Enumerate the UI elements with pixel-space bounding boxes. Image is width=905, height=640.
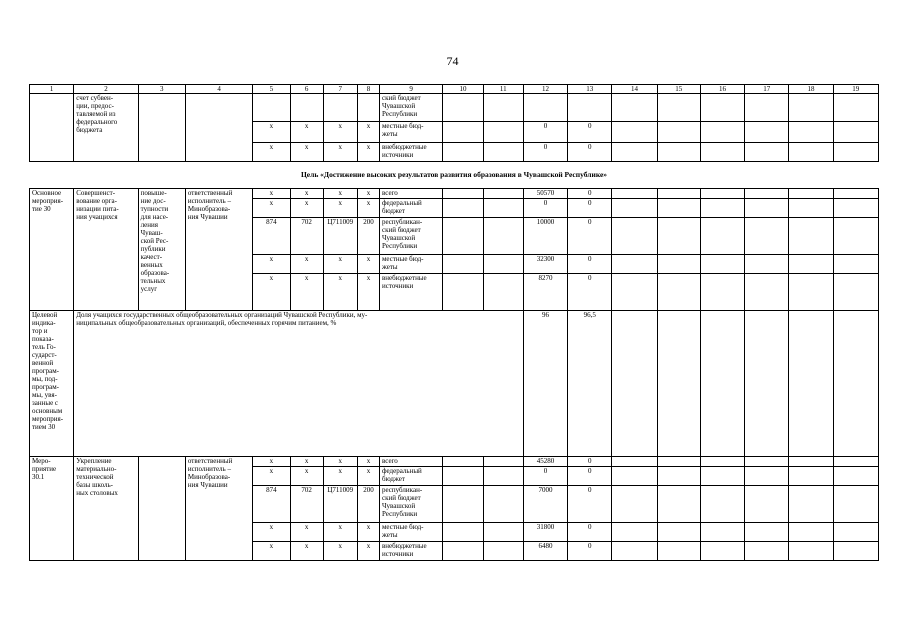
empty-cell bbox=[745, 94, 789, 122]
code-cell: х bbox=[323, 523, 357, 542]
empty-cell bbox=[833, 486, 878, 523]
funding-source-cell: республикан- ский бюджет Чувашской Республики bbox=[380, 486, 443, 523]
code-cell: х bbox=[253, 189, 290, 199]
empty-cell bbox=[138, 94, 185, 162]
empty-cell bbox=[833, 218, 878, 255]
funding-source-cell: всего bbox=[380, 189, 443, 199]
amount-cell: 0 bbox=[568, 143, 612, 162]
empty-cell bbox=[833, 523, 878, 542]
empty-cell bbox=[443, 218, 483, 255]
code-cell: х bbox=[290, 457, 323, 467]
empty-cell bbox=[443, 94, 483, 122]
column-header: 3 bbox=[138, 85, 185, 94]
amount-cell: 0 bbox=[568, 542, 612, 561]
code-cell: х bbox=[253, 255, 290, 274]
code-cell: х bbox=[253, 523, 290, 542]
code-cell bbox=[357, 94, 379, 122]
measure-id-cell: Меро- приятие 30.1 bbox=[30, 457, 74, 561]
empty-cell bbox=[657, 94, 700, 122]
empty-cell bbox=[483, 189, 523, 199]
code-cell: х bbox=[357, 189, 379, 199]
code-cell: х bbox=[253, 542, 290, 561]
measure-goal-cell: повыше- ние дос- тупности для насе- ления Чуваш- ской Рес- публики качест- венных образова- тельных услуг bbox=[138, 189, 185, 311]
amount-cell: 0 bbox=[568, 218, 612, 255]
empty-cell bbox=[483, 255, 523, 274]
column-header: 7 bbox=[323, 85, 357, 94]
amount-cell: 0 bbox=[568, 457, 612, 467]
empty-cell bbox=[443, 457, 483, 467]
table-row bbox=[30, 189, 879, 199]
empty-cell bbox=[789, 457, 833, 467]
empty-cell bbox=[483, 523, 523, 542]
amount-cell: 45280 bbox=[523, 457, 567, 467]
funding-source-cell: всего bbox=[380, 457, 443, 467]
code-cell: х bbox=[357, 523, 379, 542]
empty-cell bbox=[657, 274, 700, 311]
code-cell: 874 bbox=[253, 218, 290, 255]
amount-cell: 0 bbox=[568, 467, 612, 486]
empty-cell bbox=[612, 189, 657, 199]
empty-cell bbox=[657, 218, 700, 255]
code-cell: х bbox=[253, 143, 290, 162]
empty-cell bbox=[700, 199, 744, 218]
empty-cell bbox=[657, 542, 700, 561]
column-header: 10 bbox=[443, 85, 483, 94]
code-cell: х bbox=[357, 274, 379, 311]
empty-cell bbox=[657, 486, 700, 523]
empty-cell bbox=[789, 467, 833, 486]
empty-cell bbox=[833, 542, 878, 561]
code-cell: х bbox=[290, 122, 323, 143]
code-cell: х bbox=[290, 274, 323, 311]
empty-cell bbox=[789, 523, 833, 542]
empty-cell bbox=[789, 542, 833, 561]
column-header: 1 bbox=[30, 85, 74, 94]
code-cell: х bbox=[357, 467, 379, 486]
amount-cell: 32300 bbox=[523, 255, 567, 274]
empty-cell bbox=[700, 467, 744, 486]
indicator-text-cell: Доля учащихся государственных общеобразовательных организаций Чувашской Республики, му- ниципальных общеобразовательных организаций, обеспеченных горячим питанием, % bbox=[74, 311, 524, 457]
amount-cell: 50570 bbox=[523, 189, 567, 199]
empty-cell bbox=[833, 122, 878, 143]
empty-cell bbox=[833, 311, 878, 457]
amount-cell: 0 bbox=[568, 274, 612, 311]
empty-cell bbox=[745, 199, 789, 218]
amount-cell: 0 bbox=[568, 199, 612, 218]
empty-cell bbox=[443, 274, 483, 311]
goal-row bbox=[30, 162, 879, 189]
code-cell: х bbox=[357, 457, 379, 467]
empty-cell bbox=[483, 218, 523, 255]
amount-cell: 8270 bbox=[523, 274, 567, 311]
empty-cell bbox=[700, 274, 744, 311]
empty-cell bbox=[443, 122, 483, 143]
empty-cell bbox=[483, 457, 523, 467]
funding-source-cell: внебюджетные источники bbox=[380, 274, 443, 311]
empty-cell bbox=[443, 189, 483, 199]
code-cell: 874 bbox=[253, 486, 290, 523]
column-header: 6 bbox=[290, 85, 323, 94]
column-header: 16 bbox=[700, 85, 744, 94]
empty-cell bbox=[483, 94, 523, 122]
empty-cell bbox=[30, 94, 74, 162]
page-number: 74 bbox=[446, 54, 459, 68]
empty-cell bbox=[443, 199, 483, 218]
funding-source-cell: местные бюд- жеты bbox=[380, 122, 443, 143]
empty-cell bbox=[612, 486, 657, 523]
code-cell: х bbox=[323, 542, 357, 561]
code-cell: 200 bbox=[357, 218, 379, 255]
empty-cell bbox=[612, 122, 657, 143]
code-cell bbox=[323, 94, 357, 122]
empty-cell bbox=[657, 255, 700, 274]
empty-cell bbox=[657, 189, 700, 199]
code-cell: х bbox=[323, 274, 357, 311]
empty-cell bbox=[443, 255, 483, 274]
empty-cell bbox=[833, 94, 878, 122]
column-header: 11 bbox=[483, 85, 523, 94]
empty-cell bbox=[700, 542, 744, 561]
empty-cell bbox=[745, 255, 789, 274]
code-cell: х bbox=[253, 274, 290, 311]
indicator-value-cell: 96 bbox=[523, 311, 567, 457]
empty-cell bbox=[483, 542, 523, 561]
code-cell: х bbox=[323, 143, 357, 162]
empty-cell bbox=[700, 189, 744, 199]
code-cell: х bbox=[357, 199, 379, 218]
column-header: 18 bbox=[789, 85, 833, 94]
executor-cell: ответственный исполнитель – Минобразова- ния Чувашии bbox=[185, 189, 252, 311]
code-cell: х bbox=[253, 457, 290, 467]
empty-cell bbox=[700, 255, 744, 274]
measure-name-cell: Совершенст- вование орга- низации пита- ния учащихся bbox=[74, 189, 138, 311]
empty-cell bbox=[657, 199, 700, 218]
code-cell: х bbox=[253, 199, 290, 218]
code-cell: х bbox=[323, 199, 357, 218]
empty-cell bbox=[789, 94, 833, 122]
empty-cell bbox=[789, 311, 833, 457]
empty-cell bbox=[657, 143, 700, 162]
funding-source-cell: федеральный бюджет bbox=[380, 467, 443, 486]
funding-source-cell: ский бюджет Чувашской Республики bbox=[380, 94, 443, 122]
empty-cell bbox=[745, 143, 789, 162]
amount-cell: 0 bbox=[523, 122, 567, 143]
funding-source-cell: федеральный бюджет bbox=[380, 199, 443, 218]
empty-cell bbox=[700, 122, 744, 143]
code-cell: х bbox=[253, 122, 290, 143]
funding-source-cell: внебюджетные источники bbox=[380, 143, 443, 162]
measure-id-cell: Основное мероприя- тие 30 bbox=[30, 189, 74, 311]
column-header: 19 bbox=[833, 85, 878, 94]
funding-source-cell: местные бюд- жеты bbox=[380, 523, 443, 542]
amount-cell: 0 bbox=[568, 523, 612, 542]
code-cell: х bbox=[290, 199, 323, 218]
code-cell: х bbox=[323, 189, 357, 199]
amount-cell: 0 bbox=[568, 486, 612, 523]
empty-cell bbox=[612, 523, 657, 542]
code-cell: 200 bbox=[357, 486, 379, 523]
empty-cell bbox=[789, 122, 833, 143]
indicator-label-cell: Целевой индика- тор и показа- тель Го- сударст- венной програм- мы, под- програм- мы, увя- занные с основным мероприя- тием 30 bbox=[30, 311, 74, 457]
empty-cell bbox=[612, 542, 657, 561]
event-name-cell: счет субвен- ции, предос- тавляемой из федерального бюджета bbox=[74, 94, 138, 162]
column-header: 12 bbox=[523, 85, 567, 94]
column-header: 15 bbox=[657, 85, 700, 94]
empty-cell bbox=[483, 122, 523, 143]
amount-cell: 0 bbox=[568, 189, 612, 199]
empty-cell bbox=[612, 457, 657, 467]
empty-cell bbox=[483, 467, 523, 486]
column-header: 8 bbox=[357, 85, 379, 94]
goal-heading: Цель «Достижение высоких результатов развития образования в Чувашской Республике» bbox=[30, 162, 879, 189]
empty-cell bbox=[612, 199, 657, 218]
measure-goal-cell bbox=[138, 457, 185, 561]
code-cell: х bbox=[357, 542, 379, 561]
empty-cell bbox=[700, 486, 744, 523]
empty-cell bbox=[700, 143, 744, 162]
empty-cell bbox=[745, 122, 789, 143]
code-cell bbox=[290, 94, 323, 122]
empty-cell bbox=[612, 274, 657, 311]
code-cell: х bbox=[253, 467, 290, 486]
code-cell: 702 bbox=[290, 218, 323, 255]
executor-cell: ответственный исполнитель – Минобразова- ния Чувашии bbox=[185, 457, 252, 561]
code-cell: х bbox=[290, 542, 323, 561]
code-cell bbox=[253, 94, 290, 122]
empty-cell bbox=[700, 311, 744, 457]
empty-cell bbox=[745, 486, 789, 523]
empty-cell bbox=[700, 218, 744, 255]
funding-source-cell: местные бюд- жеты bbox=[380, 255, 443, 274]
column-header: 2 bbox=[74, 85, 138, 94]
column-header: 9 bbox=[380, 85, 443, 94]
empty-cell bbox=[612, 467, 657, 486]
empty-cell bbox=[443, 523, 483, 542]
header-row bbox=[30, 85, 879, 94]
code-cell: х bbox=[323, 457, 357, 467]
empty-cell bbox=[700, 94, 744, 122]
amount-cell: 0 bbox=[523, 199, 567, 218]
empty-cell bbox=[657, 122, 700, 143]
empty-cell bbox=[700, 523, 744, 542]
empty-cell bbox=[833, 143, 878, 162]
code-cell: х bbox=[323, 122, 357, 143]
empty-cell bbox=[612, 143, 657, 162]
empty-cell bbox=[483, 486, 523, 523]
empty-cell bbox=[745, 542, 789, 561]
empty-cell bbox=[745, 457, 789, 467]
empty-cell bbox=[612, 255, 657, 274]
empty-cell bbox=[745, 274, 789, 311]
code-cell: 702 bbox=[290, 486, 323, 523]
empty-cell bbox=[789, 199, 833, 218]
empty-cell bbox=[612, 311, 657, 457]
code-cell: х bbox=[290, 189, 323, 199]
empty-cell bbox=[789, 255, 833, 274]
empty-cell bbox=[700, 457, 744, 467]
column-header: 17 bbox=[745, 85, 789, 94]
code-cell: х bbox=[290, 143, 323, 162]
empty-cell bbox=[745, 311, 789, 457]
indicator-row bbox=[30, 311, 879, 457]
amount-cell: 31800 bbox=[523, 523, 567, 542]
measure-name-cell: Укрепление материально- технической базы школь- ных столовых bbox=[74, 457, 138, 561]
empty-cell bbox=[657, 467, 700, 486]
column-header: 13 bbox=[568, 85, 612, 94]
empty-cell bbox=[833, 199, 878, 218]
amount-cell: 7000 bbox=[523, 486, 567, 523]
empty-cell bbox=[657, 311, 700, 457]
empty-cell bbox=[483, 199, 523, 218]
empty-cell bbox=[443, 467, 483, 486]
empty-cell bbox=[833, 189, 878, 199]
funding-source-cell: республикан- ский бюджет Чувашской Республики bbox=[380, 218, 443, 255]
amount-cell: 10000 bbox=[523, 218, 567, 255]
empty-cell bbox=[789, 189, 833, 199]
code-cell: Ц711009 bbox=[323, 218, 357, 255]
amount-cell bbox=[523, 94, 567, 122]
column-header: 14 bbox=[612, 85, 657, 94]
empty-cell bbox=[612, 94, 657, 122]
empty-cell bbox=[483, 143, 523, 162]
amount-cell: 0 bbox=[523, 467, 567, 486]
code-cell: х bbox=[290, 255, 323, 274]
empty-cell bbox=[745, 523, 789, 542]
empty-cell bbox=[612, 218, 657, 255]
amount-cell: 0 bbox=[568, 255, 612, 274]
empty-cell bbox=[745, 467, 789, 486]
code-cell: х bbox=[323, 255, 357, 274]
empty-cell bbox=[789, 486, 833, 523]
code-cell: х bbox=[357, 255, 379, 274]
empty-cell bbox=[789, 143, 833, 162]
code-cell: х bbox=[323, 467, 357, 486]
empty-cell bbox=[443, 486, 483, 523]
amount-cell: 6480 bbox=[523, 542, 567, 561]
empty-cell bbox=[443, 542, 483, 561]
table-row bbox=[30, 457, 879, 467]
code-cell: х bbox=[357, 122, 379, 143]
column-header: 5 bbox=[253, 85, 290, 94]
empty-cell bbox=[833, 467, 878, 486]
code-cell: х bbox=[357, 143, 379, 162]
empty-cell bbox=[745, 189, 789, 199]
empty-cell bbox=[789, 274, 833, 311]
empty-cell bbox=[657, 523, 700, 542]
amount-cell: 0 bbox=[523, 143, 567, 162]
empty-cell bbox=[833, 255, 878, 274]
amount-cell: 0 bbox=[568, 122, 612, 143]
table-row bbox=[30, 94, 879, 122]
empty-cell bbox=[745, 218, 789, 255]
column-header: 4 bbox=[185, 85, 252, 94]
amount-cell bbox=[568, 94, 612, 122]
budget-table bbox=[29, 84, 879, 561]
code-cell: х bbox=[290, 523, 323, 542]
indicator-value-cell: 96,5 bbox=[568, 311, 612, 457]
empty-cell bbox=[443, 143, 483, 162]
empty-cell bbox=[657, 457, 700, 467]
empty-cell bbox=[833, 457, 878, 467]
empty-cell bbox=[833, 274, 878, 311]
funding-source-cell: внебюджетные источники bbox=[380, 542, 443, 561]
code-cell: х bbox=[290, 467, 323, 486]
empty-cell bbox=[185, 94, 252, 162]
empty-cell bbox=[483, 274, 523, 311]
code-cell: Ц711009 bbox=[323, 486, 357, 523]
empty-cell bbox=[789, 218, 833, 255]
